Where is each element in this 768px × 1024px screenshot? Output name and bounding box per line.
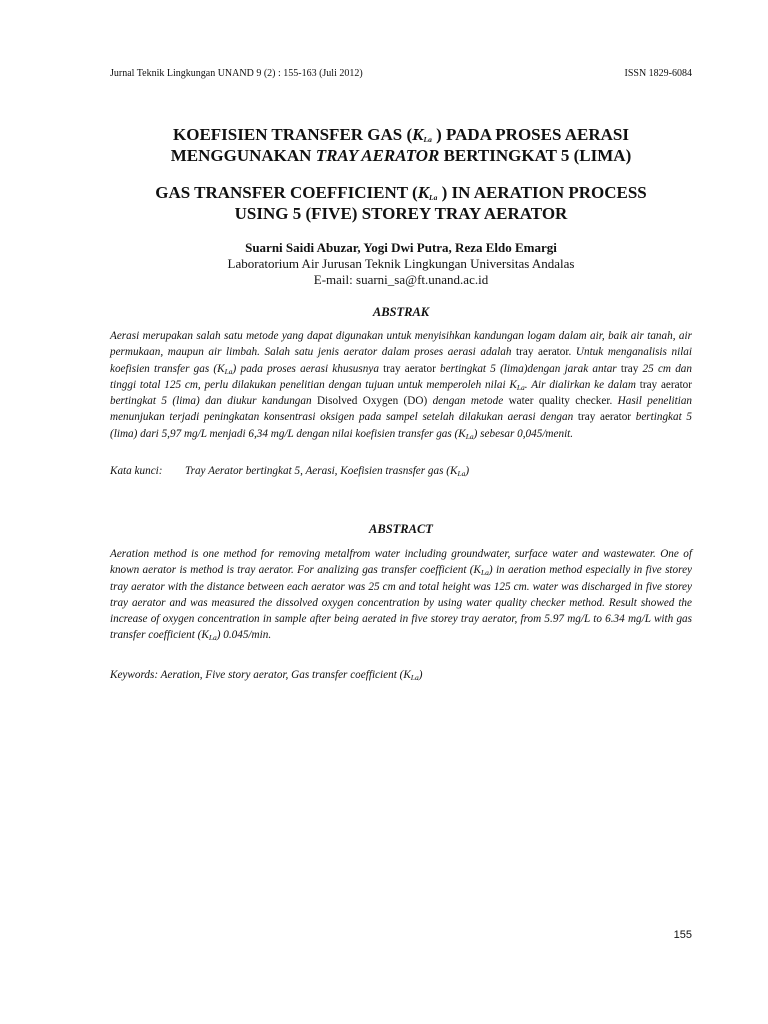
abstract-heading: ABSTRACT — [369, 522, 433, 536]
kata-kunci-label: Kata kunci: — [110, 465, 163, 477]
abstrak-paragraph: Aerasi merupakan salah satu metode yang dapat digunakan untuk menyisihkan kandungan logam dalam air, baik air tanah, air permukaan, maupun air limbah. Salah satu jenis aerator dalam proses aerasi adalah tray aerator. Untuk menganalisis nilai koefisien transfer gas $(K_{La})$ pada proses aerasi khususnya tray aerator bertingkat 5 (lima)dengan jarak antar tray 25 cm dan tinggi total 125 cm, perlu dilakukan penelitian dengan tujuan untuk memperoleh nilai $K_{La}$. Air dialirkan ke dalam tray aerator bertingkat 5 (lima) dan diukur kandungan Disolved Oxygen (DO) dengan metode water quality checker. Hasil penelitian menunjukan terjadi peningkatan konsentrasi oksigen pada sampel setelah dilakukan aerasi dengan tray aerator bertingkat 5 (lima) dari 5,97 mg/L menjadi 6,34 mg/L dengan nilai koefisien transfer gas $(K_{La})$ sebesar 0,045/menit. — [110, 330, 693, 441]
abstrak-heading: ABSTRAK — [372, 305, 430, 319]
author-block — [110, 240, 692, 288]
page-number: 155 — [673, 929, 692, 941]
running-header — [110, 68, 692, 79]
keywords: Keywords: Aeration, Five story aerator, Gas transfer coefficient $(K_{La})$ — [110, 669, 423, 682]
authors: Suarni Saidi Abuzar, Yogi Dwi Putra, Reza Eldo Emargi — [245, 240, 557, 255]
abstract-paragraph: Aeration method is one method for removing metalfrom water including groundwater, surface water and wastewater. One of known aerator is method is tray aerator. For analizing gas transfer coefficient $(K_{La})$ in aeration method especially in five storey tray aerator with the distance between each aerator was 25 cm and total height was 125 cm. water was discharged in five storey tray aerator and was measured the dissolved oxygen concentration by using water quality checker method. Result showed the increase of oxygen concentration in sample after being aerated in five storey tray aerator, from 5.97 mg/L to 6.34 mg/L with gas transfer coefficient $(K_{La})$ 0.045/min. — [110, 548, 693, 643]
issn: ISSN 1829-6084 — [624, 68, 692, 79]
title-english: GAS TRANSFER COEFFICIENT ($K_{La}$ ) IN AERATION PROCESS USING 5 (FIVE) STOREY TRAY AERATOR — [155, 183, 647, 223]
title-indonesian: KOEFISIEN TRANSFER GAS ($K_{La}$ ) PADA PROSES AERASI MENGGUNAKAN TRAY AERATOR BERTINGKAT 5 (LIMA) — [170, 125, 632, 165]
journal-citation: Jurnal Teknik Lingkungan UNAND 9 (2) : 155-163 (Juli 2012) — [110, 68, 363, 79]
email: E-mail: suarni_sa@ft.unand.ac.id — [313, 272, 489, 287]
kata-kunci: Kata kunci: Tray Aerator bertingkat 5, Aerasi, Koefisien trasnsfer gas $(K_{La})$ — [110, 465, 470, 478]
affiliation: Laboratorium Air Jurusan Teknik Lingkungan Universitas Andalas — [227, 256, 575, 271]
